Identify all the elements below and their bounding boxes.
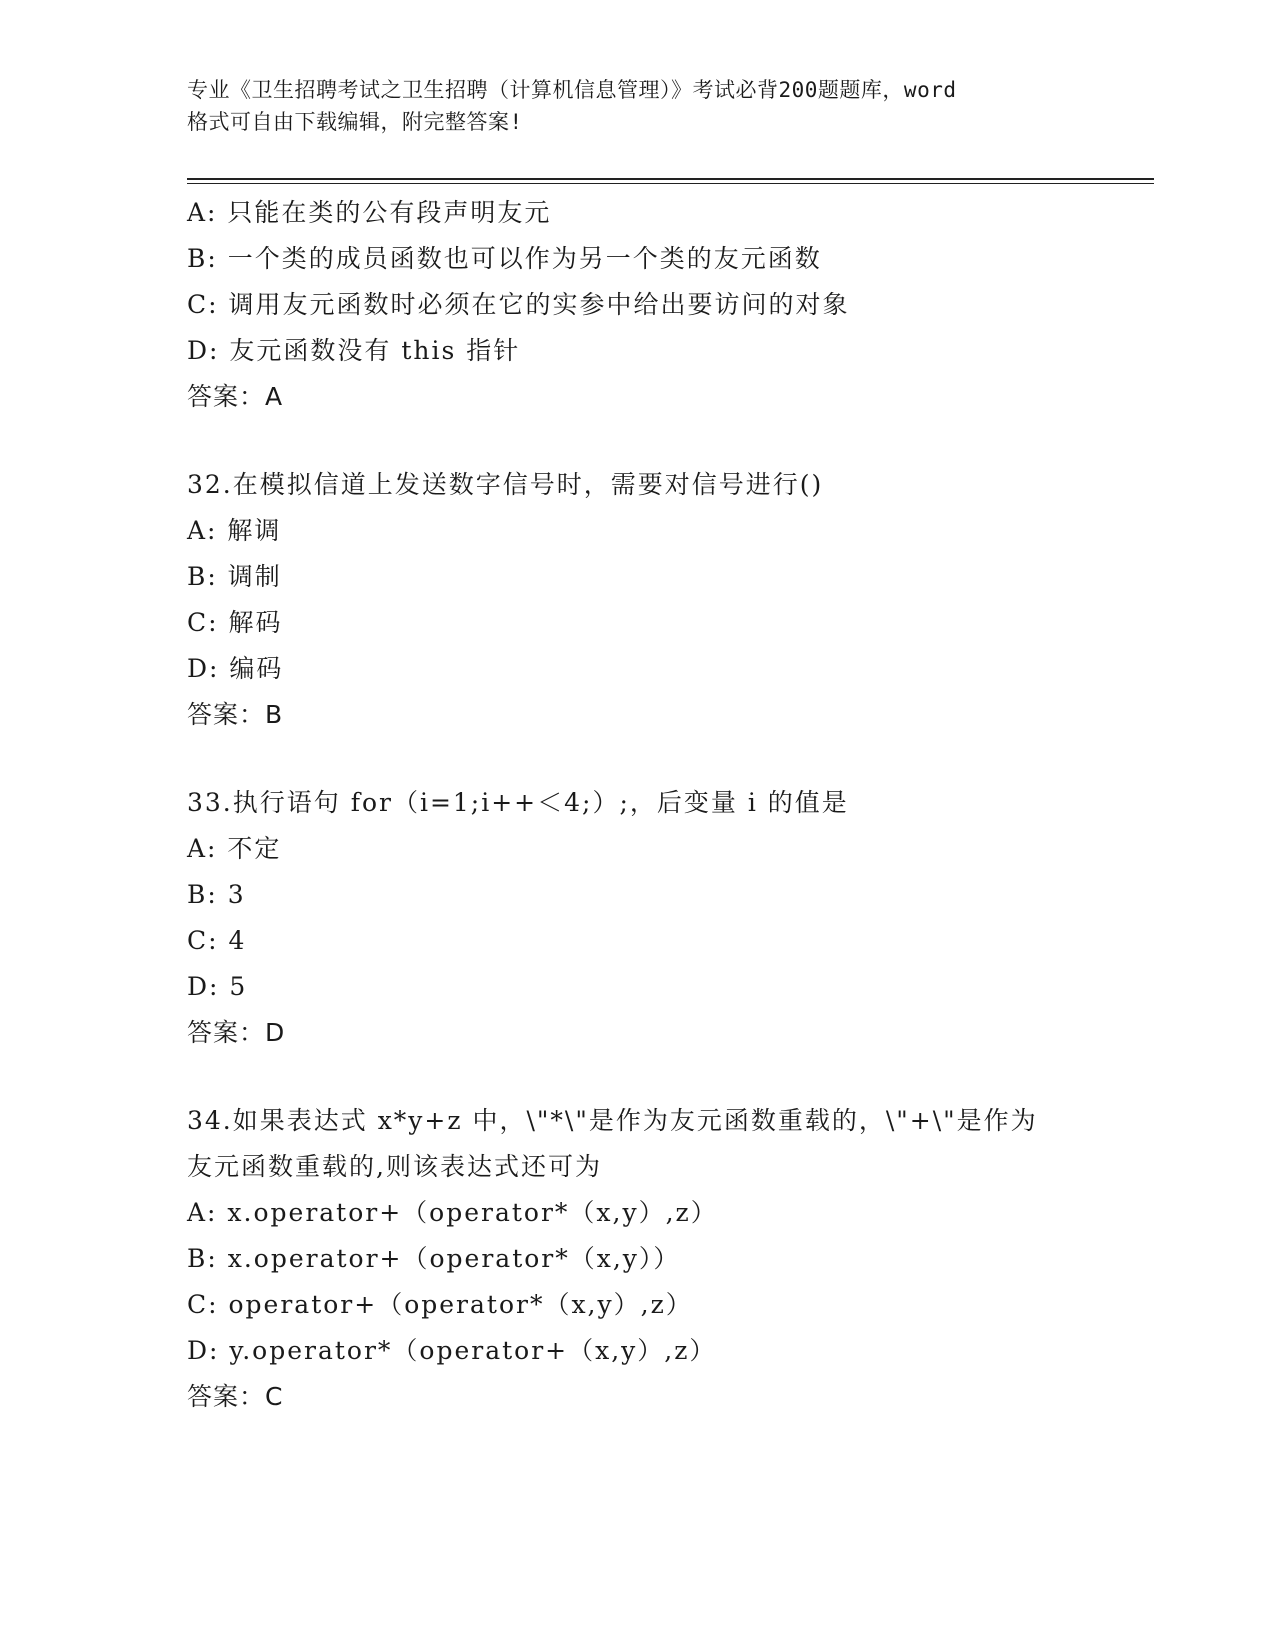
header-divider-thin: [187, 183, 1154, 184]
question-34: [187, 1098, 1147, 1420]
question-31-continuation: [187, 190, 1147, 420]
option-d: D: y.operator*（operator+（x,y）,z）: [187, 1336, 717, 1365]
option-c: C: operator+（operator*（x,y）,z）: [187, 1290, 693, 1319]
option-c: C: 调用友元函数时必须在它的实参中给出要访问的对象: [187, 290, 850, 319]
option-c: C: 解码: [187, 608, 283, 637]
option-c: C: 4: [187, 926, 247, 955]
option-a: A: 解调: [187, 516, 282, 545]
question-text-continued: 友元函数重载的,则该表达式还可为: [187, 1152, 602, 1181]
question-33: [187, 780, 1147, 1056]
option-a: A: x.operator+（operator*（x,y）,z）: [187, 1198, 718, 1227]
option-d: D: 编码: [187, 654, 284, 683]
option-d: D: 5: [187, 972, 248, 1001]
header-line-1: 专业《卫生招聘考试之卫生招聘（计算机信息管理）》考试必背200题题库，word: [187, 78, 957, 102]
answer-line: 答案：C: [187, 1382, 284, 1411]
question-list: [187, 190, 1147, 1420]
option-a: A: 不定: [187, 834, 282, 863]
option-b: B: 一个类的成员函数也可以作为另一个类的友元函数: [187, 244, 822, 273]
question-text: 33.执行语句 for（i=1;i++＜4;）;，后变量 i 的值是: [187, 788, 849, 817]
answer-line: 答案：A: [187, 382, 284, 411]
option-b: B: 调制: [187, 562, 282, 591]
header-line-2: 格式可自由下载编辑，附完整答案!: [187, 110, 523, 134]
question-32: [187, 462, 1147, 738]
answer-line: 答案：D: [187, 1018, 286, 1047]
answer-line: 答案：B: [187, 700, 284, 729]
option-d: D: 友元函数没有 this 指针: [187, 336, 521, 365]
header-divider: [187, 178, 1154, 180]
option-a: A: 只能在类的公有段声明友元: [187, 198, 552, 227]
option-b: B: 3: [187, 880, 246, 909]
question-text: 32.在模拟信道上发送数字信号时，需要对信号进行(): [187, 470, 824, 499]
option-b: B: x.operator+（operator*（x,y））: [187, 1244, 681, 1273]
question-text: 34.如果表达式 x*y+z 中，\"*\"是作为友元函数重载的，\"+\"是作为: [187, 1106, 1038, 1135]
document-header: [187, 74, 1087, 138]
